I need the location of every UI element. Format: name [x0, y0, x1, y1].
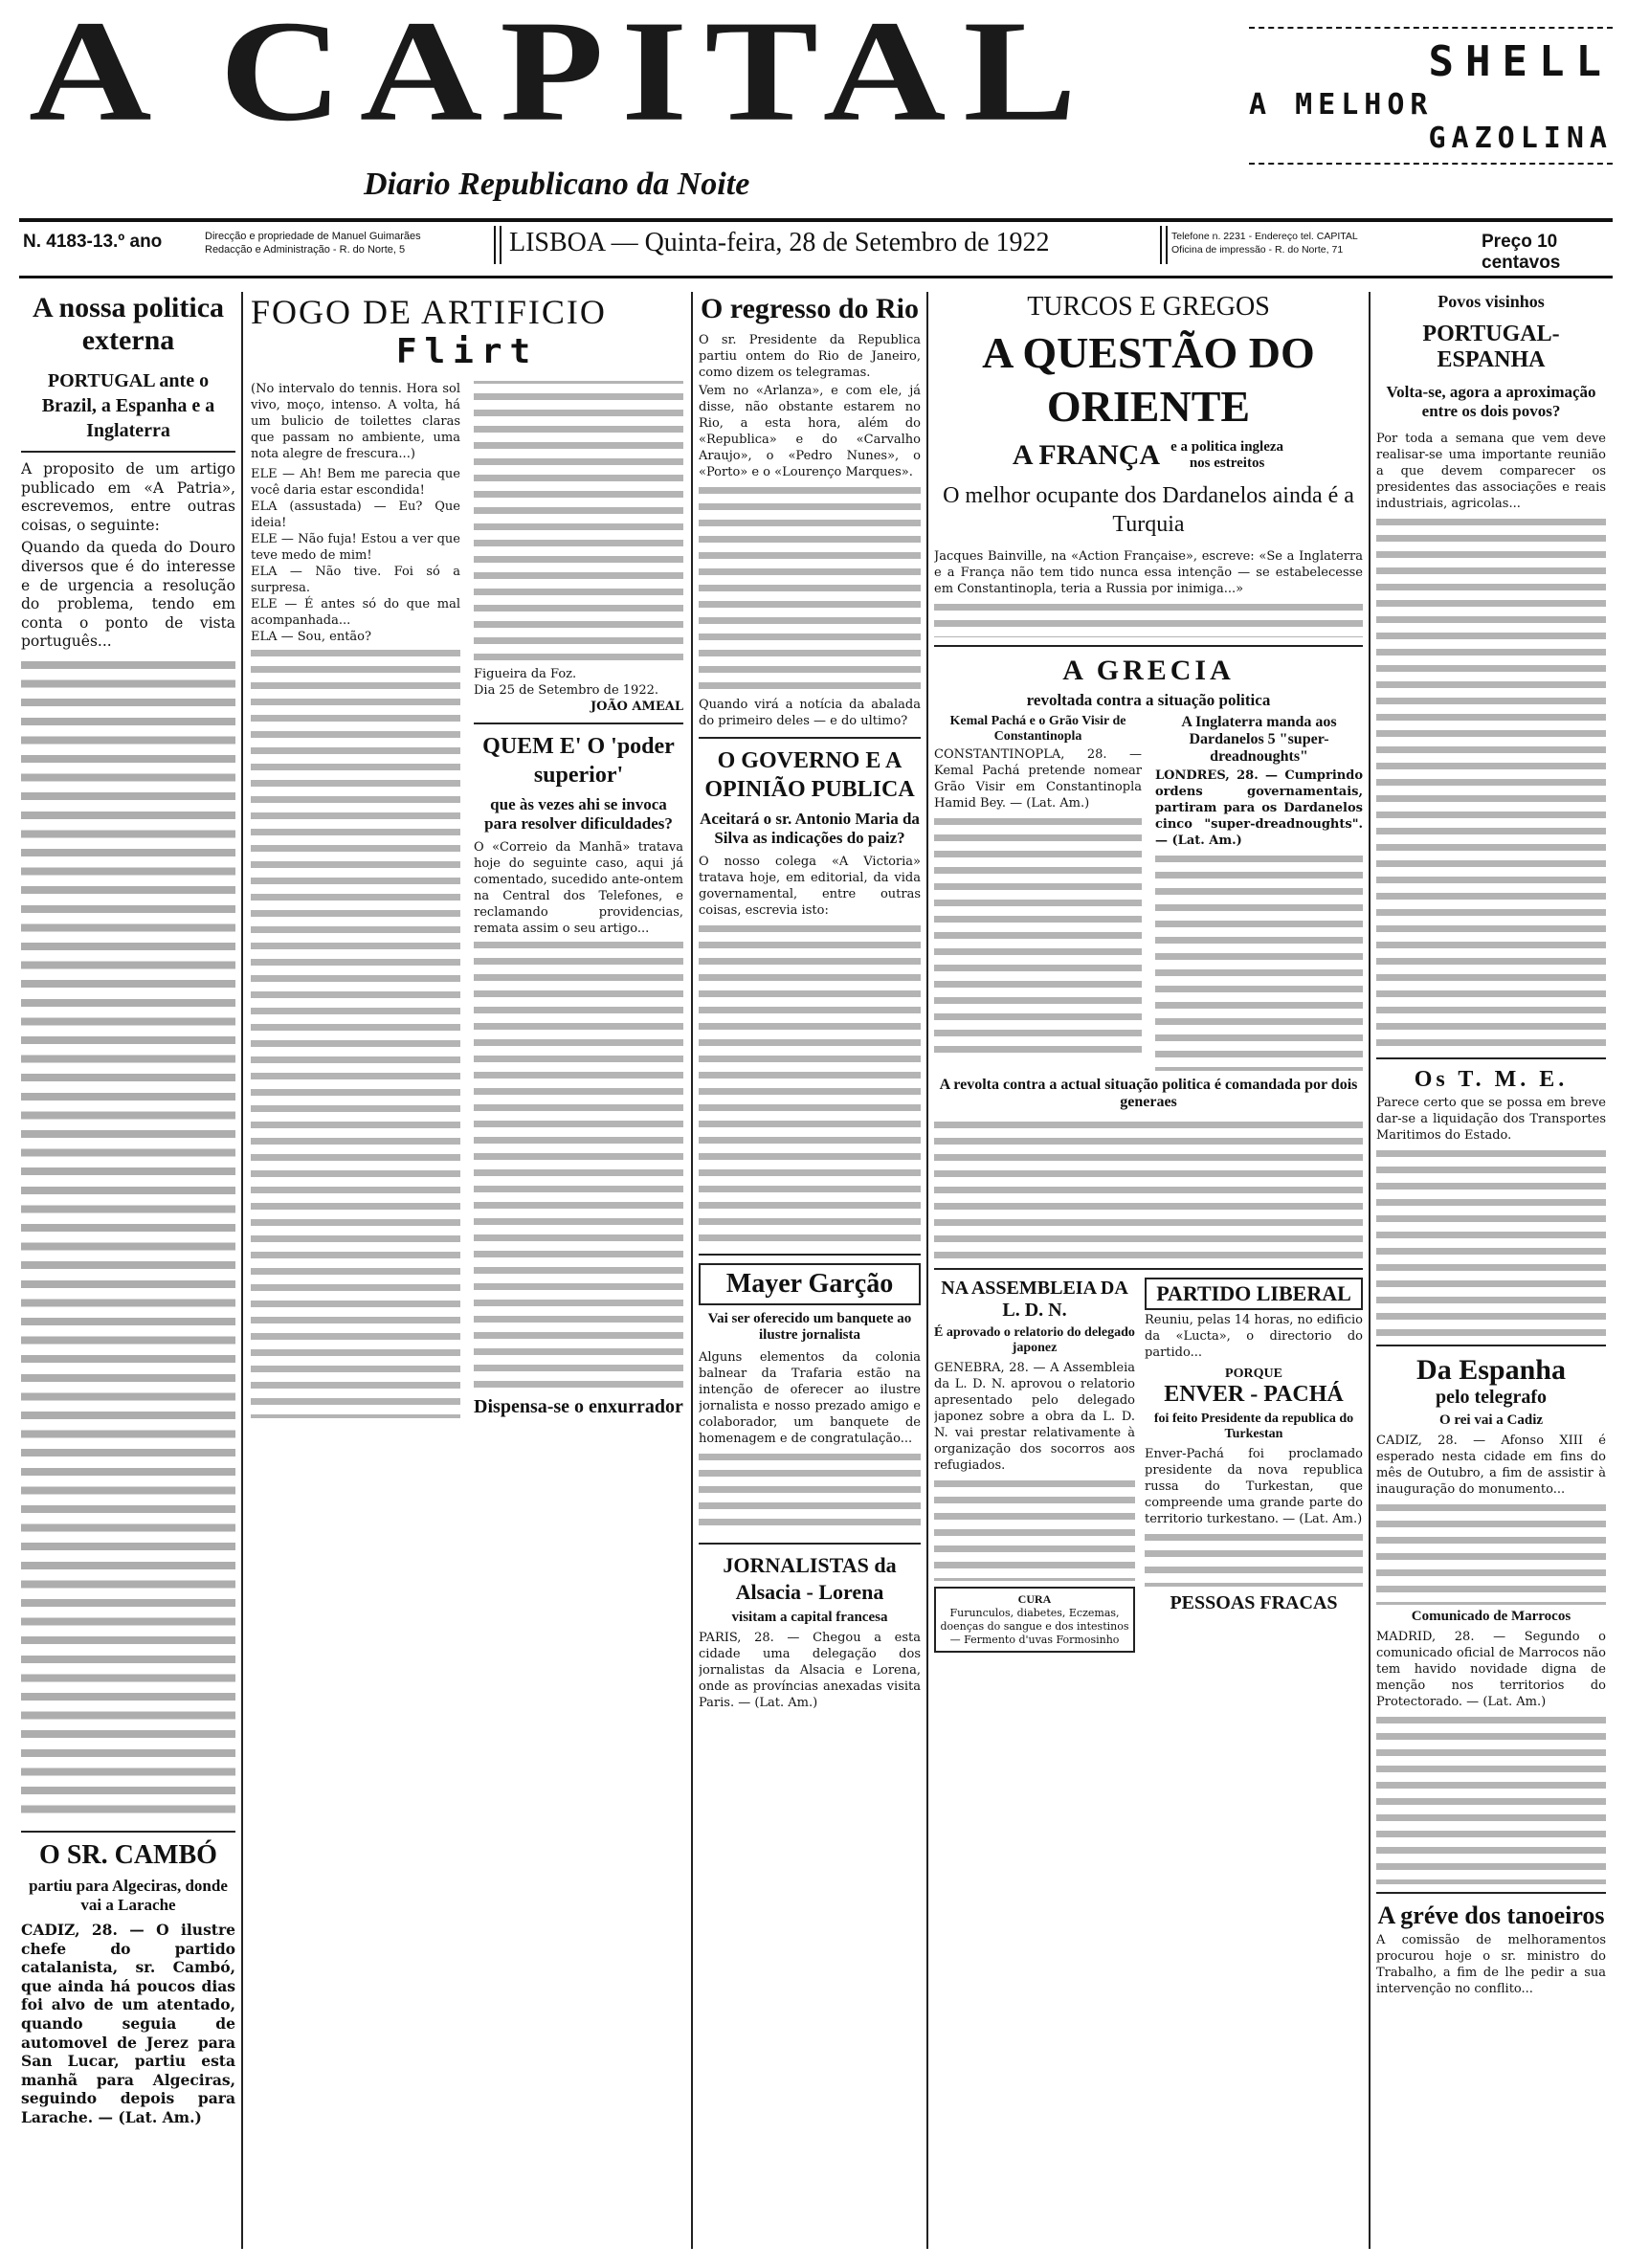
article-paragraph: Alguns elementos da colonia balnear da Trafaria estão na intenção de oferecer ao ilustre jornalista e nosso prezado amigo e colaborador, um banquete de homenagem e de congratulação... — [699, 1350, 921, 1446]
item-headline: Kemal Pachá e o Grão Visir de Constantinopla — [949, 714, 1126, 744]
article-headline: Mayer Garção — [699, 1263, 921, 1305]
dateline-bar — [23, 228, 1612, 272]
column-regresso-rio — [699, 292, 921, 2249]
article-paragraph: O nosso colega «A Victoria» tratava hoje, em editorial, da vida governamental, entre outras coisas, escrevia isto: — [699, 855, 921, 918]
dateline-divider-2 — [1160, 226, 1168, 264]
direction-info — [205, 230, 421, 256]
text-filler — [1376, 1500, 1606, 1605]
ad-brand: SHELL — [1428, 37, 1613, 86]
article-subhead: Flirt — [395, 332, 539, 371]
article-headline: ENVER - PACHÁ — [1164, 1382, 1344, 1407]
text-filler — [934, 813, 1142, 1062]
phone-line: Telefone n. 2231 - Endereço tel. CAPITAL — [1171, 231, 1358, 242]
article-paragraph: CADIZ, 28. — Afonso XIII é esperado nesta cidade em fins do mês de Outubro, a fim de assistir à inauguração do monumento... — [1376, 1434, 1606, 1497]
text-filler — [474, 937, 683, 1396]
top-rule — [19, 218, 1613, 222]
article-paragraph: O sr. Presidente da Republica partiu ontem do Rio de Janeiro, como dizem os telegramas. — [699, 333, 921, 380]
article-headline: QUEM E' O 'poder superior' — [482, 734, 675, 788]
workshop-line: Oficina de impressão - R. do Norte, 71 — [1171, 244, 1344, 256]
article-subhead: É aprovado o relatorio do delegado japonez — [934, 1325, 1135, 1355]
article-headline: PESSOAS FRACAS — [1170, 1592, 1338, 1613]
dateline-divider — [494, 226, 501, 264]
article-paragraph: Jacques Bainville, na «Action Française», escreve: «Se a Inglaterra e a França não tem tido nunca essa intenção — se estabelecesse em Constantinopla, teria a Russia por inimiga...» — [934, 549, 1363, 596]
article-paragraph: Enver-Pachá foi proclamado presidente da nova republica russa do Turkestan, que compreende uma grande parte do territorio turkestano. — (Lat. Am.) — [1145, 1447, 1363, 1526]
text-filler — [1145, 1529, 1363, 1587]
place-and-date: LISBOA — Quinta-feira, 28 de Setembro de 1922 — [509, 228, 1050, 257]
column-rule — [691, 292, 693, 2249]
article-paragraph: Parece certo que se possa em breve dar-se a liquidação dos Transportes Maritimos do Estado. — [1376, 1096, 1606, 1143]
direction-line: Direcção e propriedade de Manuel Guimarães — [205, 231, 421, 242]
article-headline: FOGO DE ARTIFICIO — [251, 293, 607, 331]
text-filler — [934, 599, 1363, 637]
item-headline: A revolta contra a actual situação politica é comandada por dois generaes — [939, 1077, 1358, 1110]
article-paragraph: O «Correio da Manhã» tratava hoje do seguinte caso, aqui já comentado, sucedido ante-ontem na Central dos Telefones, e reclamando providencias, remata assim o seu artigo... — [474, 840, 683, 936]
article-headline: A QUESTÃO DO ORIENTE — [982, 328, 1315, 431]
article-headline: O SR. CAMBÓ — [39, 1839, 217, 1870]
kicker: TURCOS E GREGOS — [1027, 292, 1270, 322]
article-paragraph: MADRID, 28. — Segundo o comunicado oficial de Marrocos não tem havido novidade digna de menção nos territorios do Protectorado. — (Lat. Am.) — [1376, 1630, 1606, 1709]
article-subhead: Volta-se, agora a aproximação entre os dois povos? — [1386, 383, 1596, 420]
article-headline: A gréve dos tanoeiros — [1377, 1901, 1605, 1929]
article-headline: A GRECIA — [1062, 655, 1235, 686]
column-rule — [926, 292, 928, 2249]
article-headline: JORNALISTAS da Alsacia - Lorena — [723, 1553, 897, 1604]
text-filler — [699, 482, 921, 693]
article-paragraph: Vem no «Arlanza», e com ele, já disse, não obstante estarem no Rio, a esta hora, além do «Republica» e do «Carvalho Araujo», o «Pedro Nunes», o «Porto» e o «Lourenço Marques». — [699, 384, 921, 479]
article-subhead: A FRANÇA — [1012, 439, 1161, 471]
article-subhead: Vai ser oferecido um banquete ao ilustre jornalista — [707, 1311, 912, 1343]
text-filler — [21, 656, 235, 1823]
cura-advertisement — [934, 1587, 1135, 1653]
item-headline: A Inglaterra manda aos Dardanelos 5 "super-dreadnoughts" — [1181, 714, 1337, 765]
column-rule — [241, 292, 243, 2249]
article-subhead: que às vezes ahi se invoca para resolver dificuldades? — [484, 795, 673, 833]
text-filler — [934, 1117, 1363, 1260]
article-subhead: foi feito Presidente da republica do Turkestan — [1153, 1412, 1354, 1441]
bottom-rule — [19, 276, 1613, 278]
text-filler — [699, 1449, 921, 1535]
kicker: Povos visinhos — [1438, 292, 1545, 311]
issue-number: N. 4183-13.º ano — [23, 232, 163, 252]
article-paragraph: A proposito de um artigo publicado em «A Patria», escrevemos, entre outras coisas, o seguinte: — [21, 460, 235, 534]
article-headline: O regresso do Rio — [700, 293, 920, 324]
article-paragraph: Quando da queda do Douro diversos que é do interesse e de urgencia a resolução do problema, tendo em conta o ponto de vista português... — [21, 539, 235, 651]
signature-date: Dia 25 de Setembro de 1922. — [474, 683, 658, 698]
dialog-line: ELE — Ah! Bem me parecia que você daria estar escondida! — [251, 467, 460, 498]
article-subhead: revoltada contra a situação politica — [1026, 691, 1271, 709]
dialog-line: ELE — Não fuja! Estou a ver que teve medo de mim! — [251, 532, 460, 563]
redaction-line: Redacção e Administração - R. do Norte, 5 — [205, 244, 406, 256]
article-subhead: pelo telegrafo — [1435, 1387, 1548, 1408]
text-filler — [699, 921, 921, 1246]
column-fogo-artificio — [251, 292, 683, 2249]
article-paragraph: GENEBRA, 28. — A Assembleia da L. D. N. aprovou o relatorio apresentado pelo delegado japonez sobre a obra da L. D. N. vai prestar relativamente à organização dos socorros aos refugiados. — [934, 1361, 1135, 1473]
newspaper-title: A CAPITAL — [29, 0, 1095, 151]
dialog-line: ELA — Sou, então? — [251, 630, 371, 644]
article-headline: PARTIDO LIBERAL — [1145, 1278, 1363, 1310]
article-paragraph: (No intervalo do tennis. Hora sol vivo, moço, intenso. A volta, há um bulicio de toilettes claras que passam no ambiente, uma nota alegre de frescura...) — [251, 382, 460, 461]
shell-advertisement — [1249, 27, 1613, 204]
article-headline: PORTUGAL-ESPANHA — [1422, 322, 1560, 372]
item-text: CONSTANTINOPLA, 28. — Kemal Pachá pretende nomear Grão Visir em Constantinopla Hamid Bey. — (Lat. Am.) — [934, 747, 1142, 811]
article-subhead: visitam a capital francesa — [731, 1610, 888, 1625]
article-paragraph: CADIZ, 28. — O ilustre chefe do partido catalanista, sr. Cambó, que ainda há poucos dias foi alvo de um atentado, quando seguia de automovel de Jerez para San Lucar, partiu esta manhã para Algeciras, seguindo depois para Larache. — (Lat. Am.) — [21, 1920, 235, 2126]
article-paragraph: Quando virá a notícia da abalada do primeiro deles — e do ultimo? — [699, 698, 921, 728]
ad-text: Furunculos, diabetes, Eczemas, doenças do sangue e dos intestinos — Fermento d'uvas Formosinho — [940, 1607, 1129, 1646]
ad-title: CURA — [1017, 1592, 1052, 1606]
article-headline: Os T. M. E. — [1414, 1067, 1569, 1092]
dialog-line: ELA — Não tive. Foi só a surpresa. — [251, 565, 460, 595]
text-filler — [934, 1476, 1135, 1581]
article-headline: O GOVERNO E A OPINIÃO PUBLICA — [704, 748, 915, 802]
ad-line-3: GAZOLINA — [1428, 122, 1613, 155]
article-subhead: O melhor ocupante dos Dardanelos ainda é a Turquia — [943, 483, 1354, 537]
column-portugal-espanha — [1376, 292, 1606, 2249]
item-text: LONDRES, 28. — Cumprindo ordens governamentais, partiram para os Dardanelos cinco "super-dreadnoughts". — (Lat. Am.) — [1155, 768, 1363, 848]
signature-name: JOÃO AMEAL — [590, 700, 683, 714]
dialog-line: ELE — É antes só do que mal acompanhada... — [251, 597, 460, 628]
article-headline: Dispensa-se o enxurrador — [474, 1396, 683, 1417]
kicker: PORQUE — [1225, 1367, 1282, 1381]
text-filler — [1376, 1712, 1606, 1884]
article-headline: NA ASSEMBLEIA DA L. D. N. — [941, 1278, 1128, 1321]
article-subhead: PORTUGAL ante o Brazil, a Espanha e a Inglaterra — [41, 370, 215, 441]
column-politica-externa — [21, 292, 235, 2249]
article-headline: A nossa politica externa — [32, 292, 225, 356]
contact-info — [1171, 230, 1358, 256]
text-filler — [1376, 1145, 1606, 1337]
text-filler — [1376, 514, 1606, 1050]
ad-line-2: A MELHOR — [1249, 88, 1434, 122]
article-paragraph: Por toda a semana que vem deve realisar-se uma importante reunião a que devem comparecer os presidentes das associações e reais industriais, agricolas... — [1376, 432, 1606, 511]
item-headline: Comunicado de Marrocos — [1411, 1609, 1571, 1624]
text-filler — [1155, 851, 1363, 1071]
item-headline: O rei vai a Cadiz — [1438, 1412, 1544, 1428]
article-subhead: partiu para Algeciras, donde vai a Larache — [29, 1876, 228, 1914]
article-headline: Da Espanha — [1416, 1354, 1566, 1386]
article-subhead: Aceitará o sr. Antonio Maria da Silva as indicações do paiz? — [700, 810, 920, 847]
dialog-line: ELA (assustada) — Eu? Que ideia! — [251, 500, 460, 530]
article-subhead: e a politica ingleza nos estreitos — [1170, 439, 1284, 471]
price: Preço 10 centavos — [1482, 232, 1561, 273]
newspaper-subtitle: Diario Republicano da Noite — [364, 167, 750, 202]
column-questao-oriente — [934, 292, 1363, 2249]
article-paragraph: PARIS, 28. — Chegou a esta cidade uma delegação dos jornalistas da Alsacia e Lorena, onde as províncias anexadas visita Paris. — (Lat. Am.) — [699, 1631, 921, 1710]
column-rule — [1369, 292, 1371, 2249]
article-paragraph: Reuniu, pelas 14 horas, no edificio da «Lucta», o directorio do partido... — [1145, 1313, 1363, 1360]
signature-place: Figueira da Foz. — [474, 667, 577, 681]
article-paragraph: A comissão de melhoramentos procurou hoje o sr. ministro do Trabalho, a fim de lhe pedir a sua intervenção no conflito... — [1376, 1933, 1606, 1996]
